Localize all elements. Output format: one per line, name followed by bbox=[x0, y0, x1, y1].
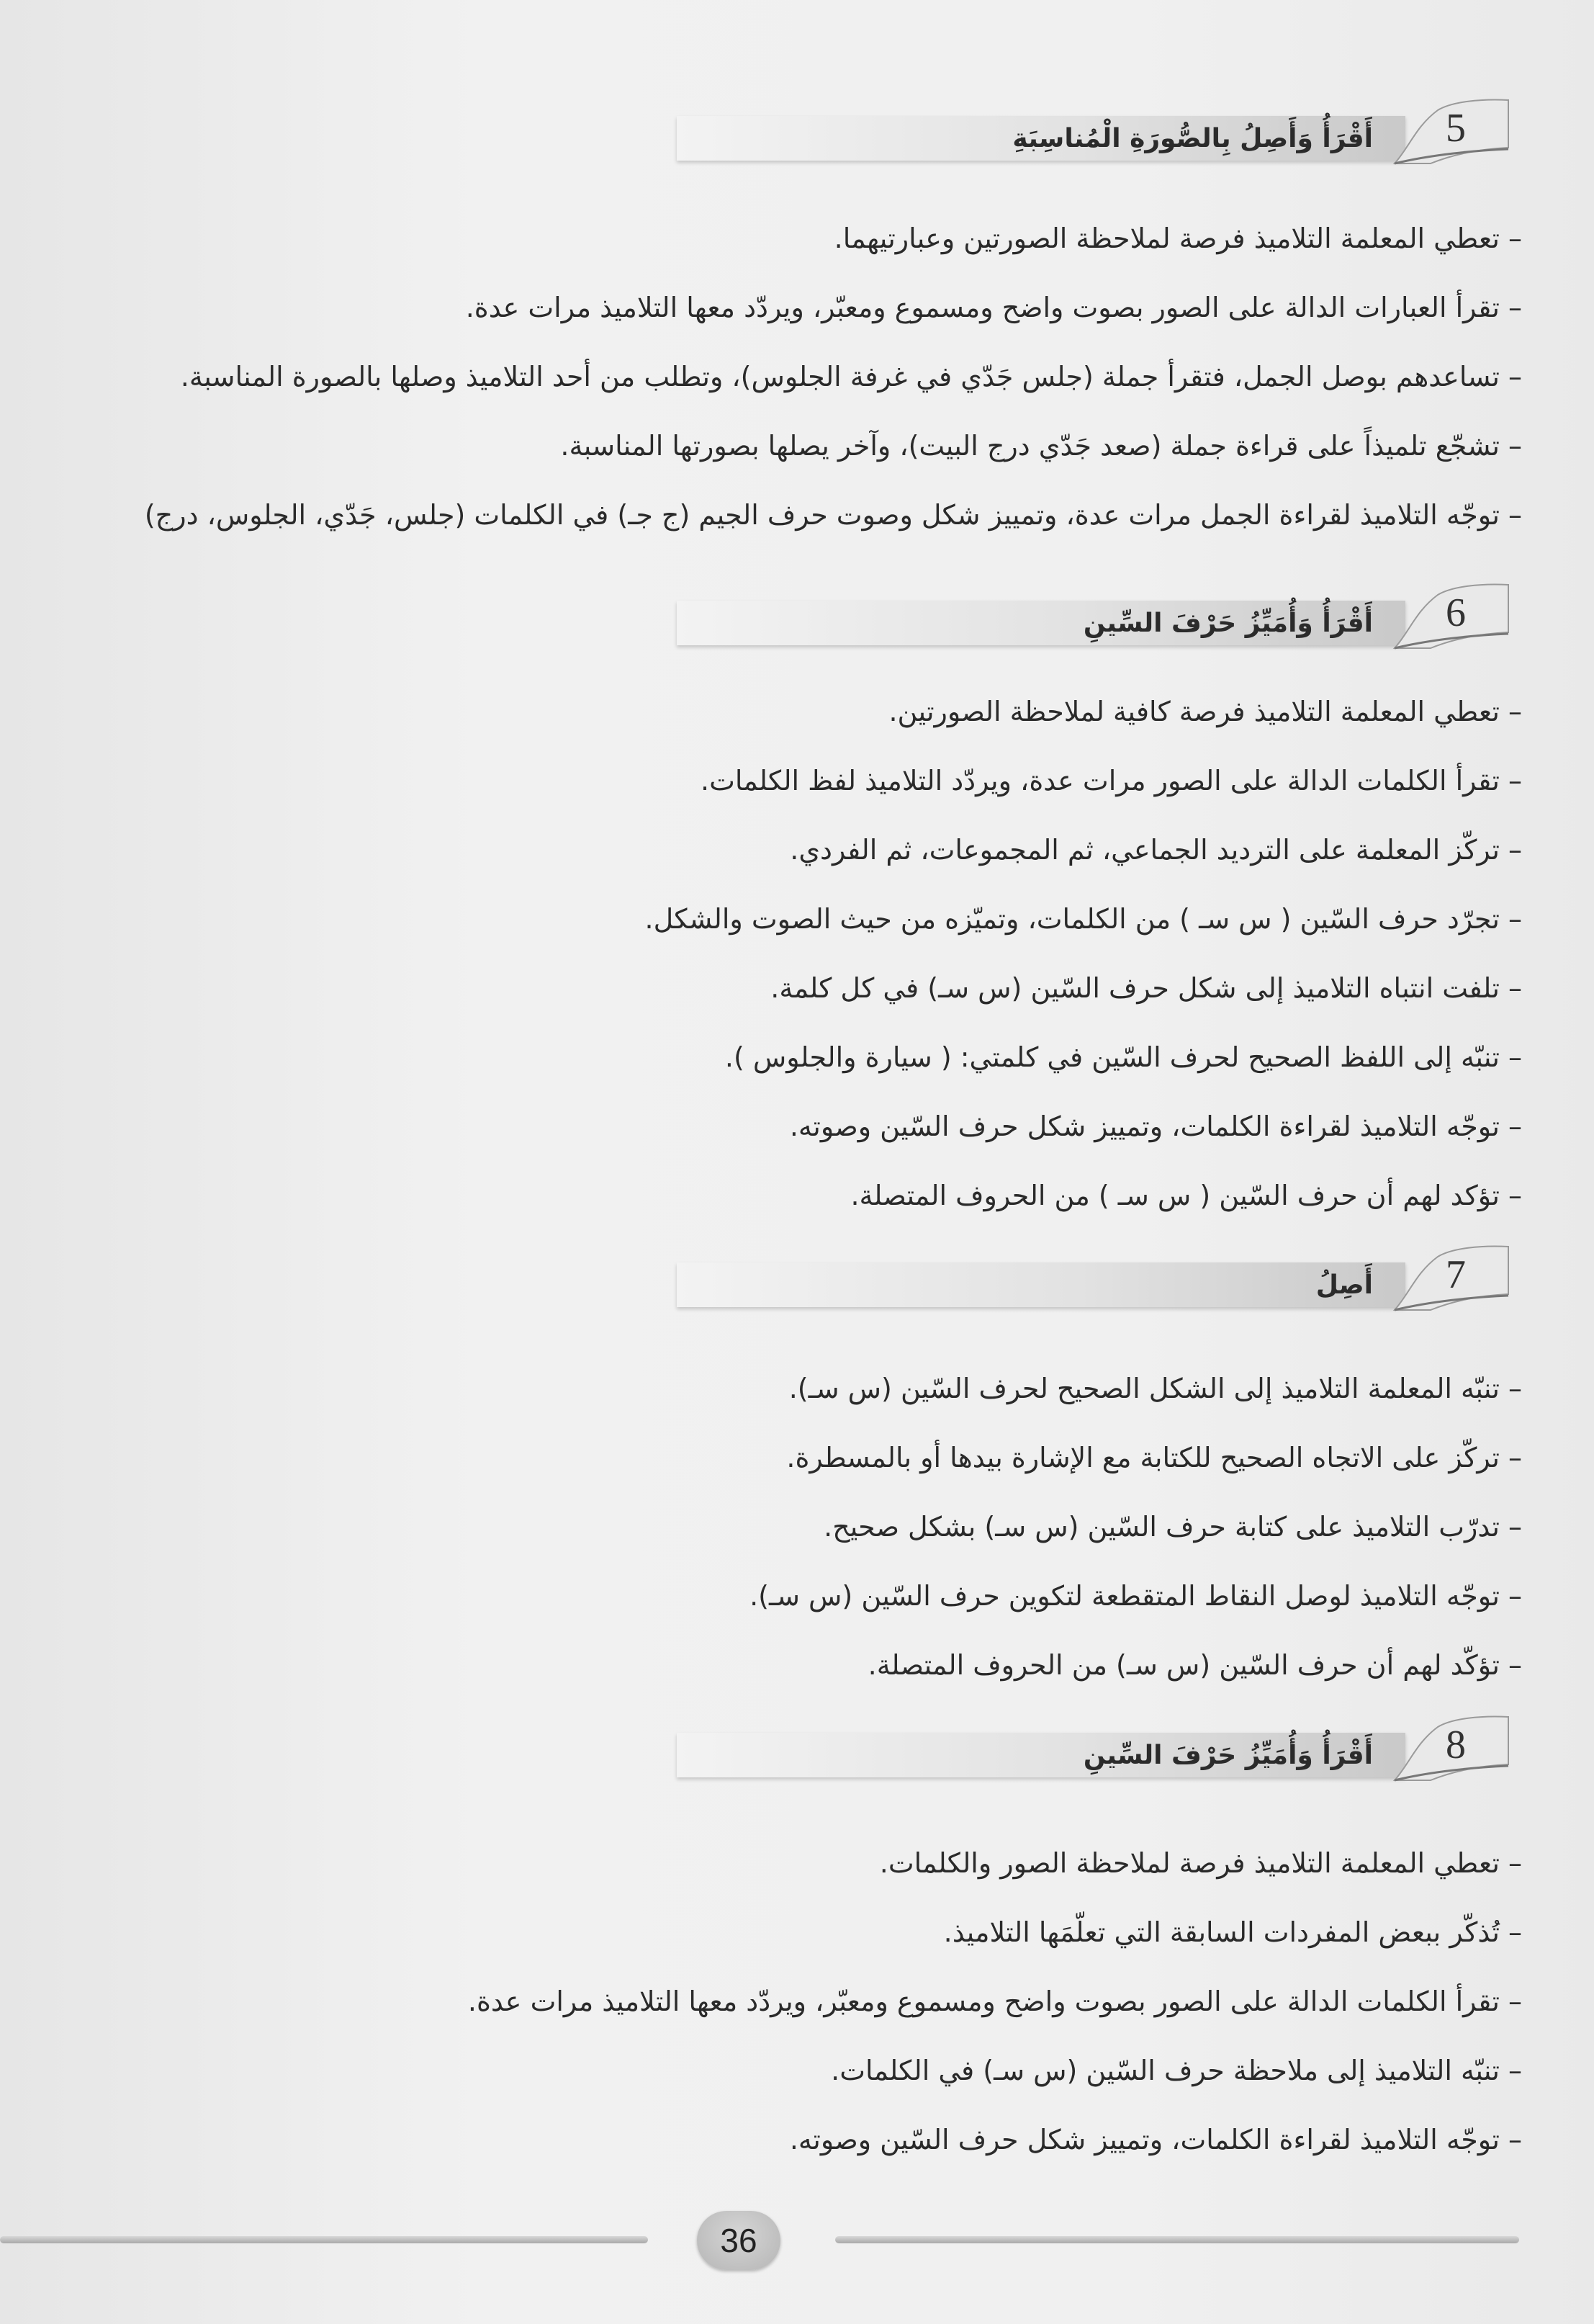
list-item: – تعطي المعلمة التلاميذ فرصة لملاحظة الصورتين وعبارتيهما. bbox=[834, 223, 1522, 254]
list-item: – تدرّب التلاميذ على كتابة حرف السّين (س سـ) بشكل صحيح. bbox=[824, 1511, 1522, 1543]
list-item: – تقرأ الكلمات الدالة على الصور بصوت واضح ومسموع ومعبّر، ويردّد معها التلاميذ مرات عدة. bbox=[467, 1986, 1522, 2017]
list-item: – تعطي المعلمة التلاميذ فرصة لملاحظة الصور والكلمات. bbox=[879, 1847, 1522, 1879]
page-number: 36 bbox=[697, 2211, 780, 2270]
section-title: أَقْرَأُ وَأُمَيِّزُ حَرْفَ السِّينِ bbox=[1083, 1741, 1373, 1770]
list-item: – تشجّع تلميذاً على قراءة جملة (صعد جَدّي درج البيت)، وآخر يصلها بصورتها المناسبة. bbox=[560, 430, 1522, 462]
section-header-7 bbox=[727, 1244, 1513, 1316]
section-header-6 bbox=[727, 582, 1513, 654]
list-item: – تعطي المعلمة التلاميذ فرصة كافية لملاحظة الصورتين. bbox=[888, 696, 1522, 727]
list-item: – تُذكّر ببعض المفردات السابقة التي تعلّمَها التلاميذ. bbox=[943, 1916, 1522, 1948]
list-item: – تقرأ العبارات الدالة على الصور بصوت واضح ومسموع ومعبّر، ويردّد معها التلاميذ مرات عدة. bbox=[465, 292, 1522, 323]
list-item: – تركّز على الاتجاه الصحيح للكتابة مع الإشارة بيدها أو بالمسطرة. bbox=[786, 1442, 1522, 1473]
section-title: أَقْرَأُ وَأَصِلُ بِالصُّورَةِ الْمُناسِبَةِ bbox=[1012, 124, 1373, 153]
section-number: 5 bbox=[1446, 106, 1466, 151]
section-header-8 bbox=[727, 1714, 1513, 1786]
section-number: 7 bbox=[1446, 1252, 1466, 1297]
list-item: – توجّه التلاميذ لقراءة الكلمات، وتمييز شكل حرف السّين وصوته. bbox=[789, 1111, 1522, 1142]
footer-rule-right bbox=[835, 2236, 1519, 2243]
list-item: – تلفت انتباه التلاميذ إلى شكل حرف السّين (س سـ) في كل كلمة. bbox=[770, 972, 1522, 1004]
section-number: 6 bbox=[1446, 591, 1466, 635]
list-item: – تساعدهم بوصل الجمل، فتقرأ جملة (جلس جَدّي في غرفة الجلوس)، وتطلب من أحد التلاميذ وصلها بالصورة المناسبة. bbox=[180, 361, 1522, 392]
section-title: أَقْرَأُ وَأُمَيِّزُ حَرْفَ السِّينِ bbox=[1083, 609, 1373, 638]
list-item: – تنبّه التلاميذ إلى ملاحظة حرف السّين (س سـ) في الكلمات. bbox=[831, 2055, 1522, 2086]
list-item: – تركّز المعلمة على الترديد الجماعي، ثم المجموعات، ثم الفردي. bbox=[790, 834, 1522, 866]
section-8-list bbox=[468, 1829, 1522, 2174]
list-item: – توجّه التلاميذ لقراءة الكلمات، وتمييز شكل حرف السّين وصوته. bbox=[789, 2124, 1522, 2155]
list-item: – توجّه التلاميذ لقراءة الجمل مرات عدة، وتمييز شكل وصوت حرف الجيم (ج جـ) في الكلمات (جلس، جَدّي، الجلوس، درج) bbox=[144, 499, 1522, 531]
section-header-5 bbox=[727, 97, 1513, 169]
section-7-list bbox=[749, 1354, 1522, 1700]
section-number: 8 bbox=[1446, 1723, 1466, 1767]
section-6-list bbox=[645, 677, 1522, 1230]
section-title: أَصِلُ bbox=[1315, 1270, 1373, 1300]
list-item: – تؤكّد لهم أن حرف السّين (س سـ) من الحروف المتصلة. bbox=[868, 1649, 1522, 1681]
footer-rule-left bbox=[0, 2236, 648, 2243]
section-header-bar bbox=[677, 1262, 1405, 1307]
section-5-list bbox=[145, 204, 1522, 549]
list-item: – توجّه التلاميذ لوصل النقاط المتقطعة لتكوين حرف السّين (س سـ). bbox=[749, 1580, 1522, 1612]
list-item: – تجرّد حرف السّين ( س سـ ) من الكلمات، وتميّزه من حيث الصوت والشكل. bbox=[644, 903, 1522, 935]
list-item: – تقرأ الكلمات الدالة على الصور مرات عدة، ويردّد التلاميذ لفظ الكلمات. bbox=[700, 765, 1522, 797]
list-item: – تنبّه المعلمة التلاميذ إلى الشكل الصحيح لحرف السّين (س سـ). bbox=[788, 1373, 1522, 1404]
list-item: – تنبّه إلى اللفظ الصحيح لحرف السّين في كلمتي: ( سيارة والجلوس ). bbox=[724, 1041, 1522, 1073]
list-item: – تؤكد لهم أن حرف السّين ( س سـ ) من الحروف المتصلة. bbox=[850, 1180, 1522, 1211]
